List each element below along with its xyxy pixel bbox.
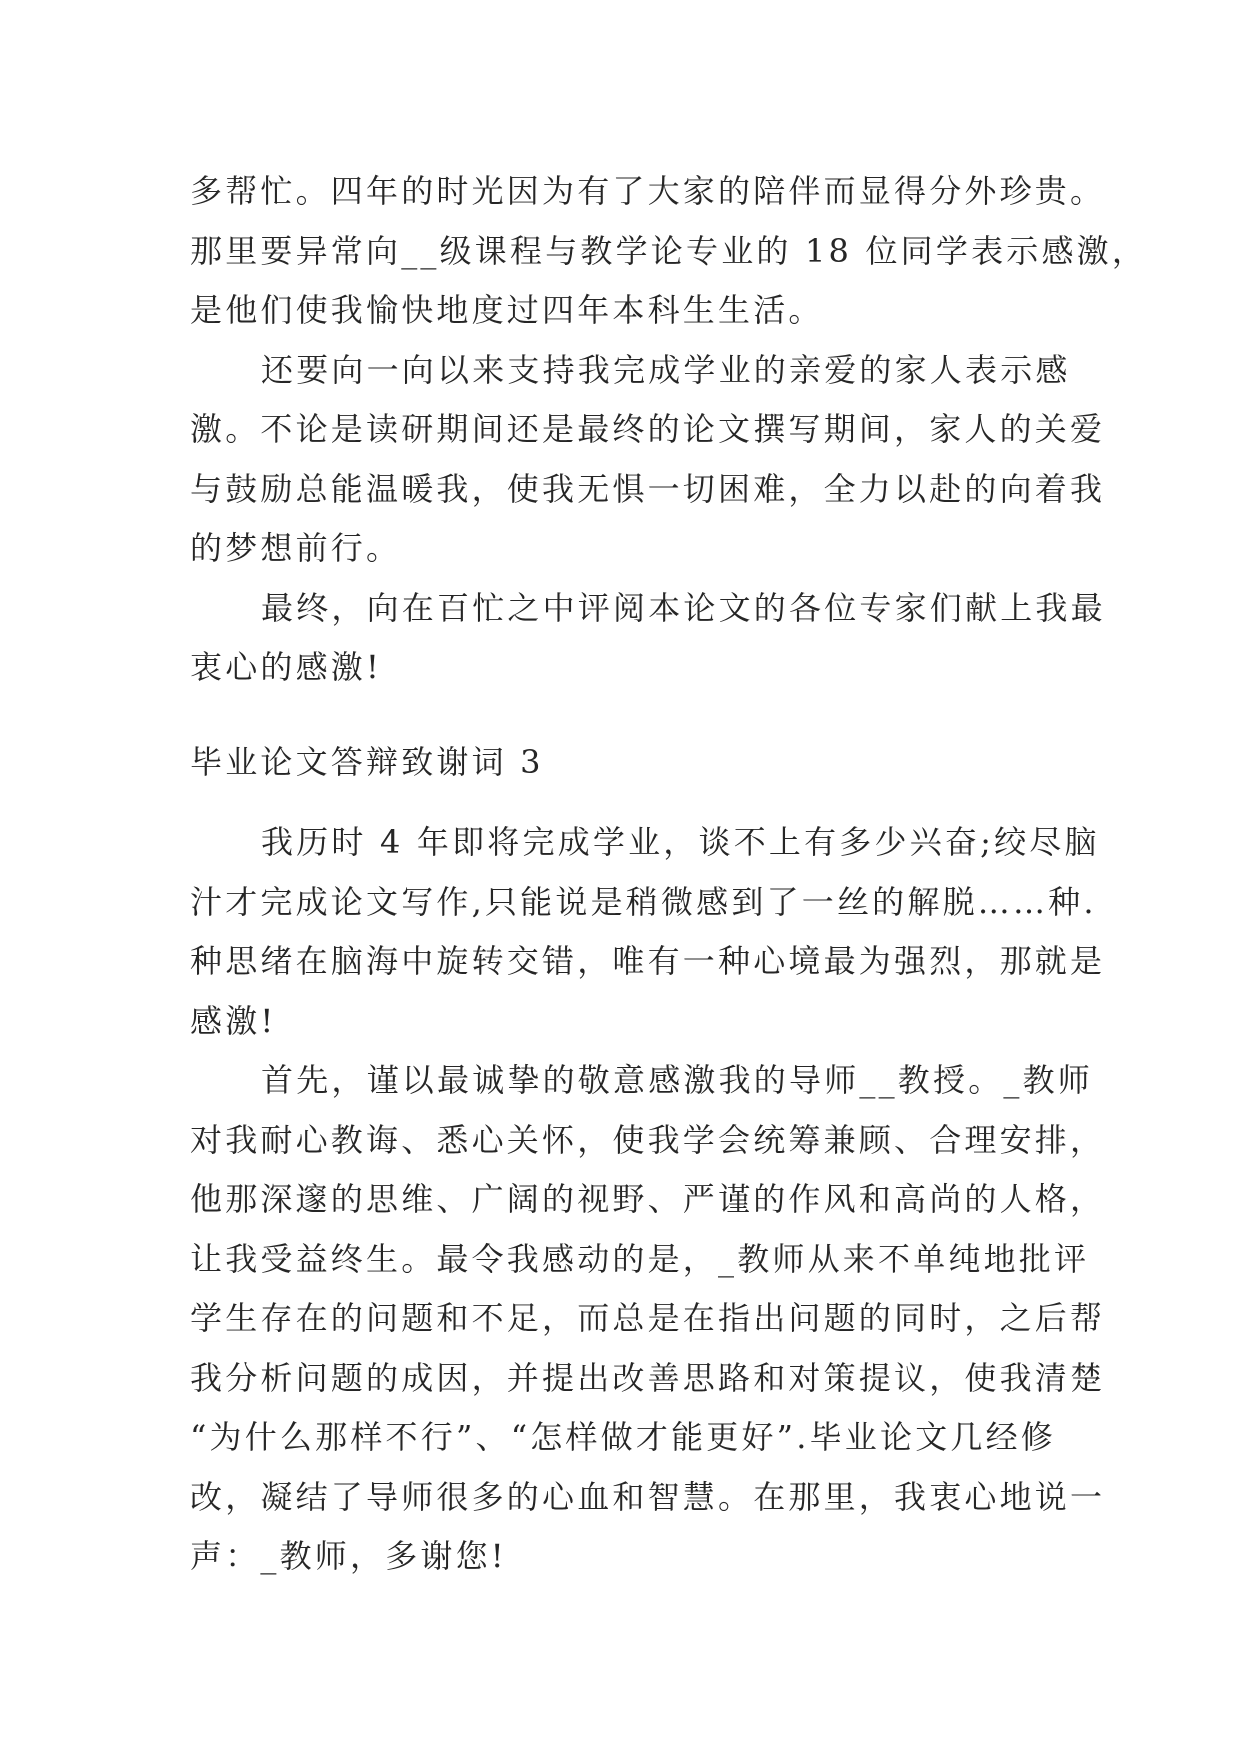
paragraph-line: 感激! <box>190 1001 277 1040</box>
section-1-body <box>190 162 1148 698</box>
paragraph-line: 衷心的感激! <box>190 648 383 686</box>
paragraph-line: 对我耐心教诲、悉心关怀，使我学会统筹兼顾、合理安排， <box>190 1120 1106 1159</box>
paragraph-line: 声：_教师，多谢您! <box>190 1537 507 1575</box>
paragraph-line: 学生存在的问题和不足，而总是在指出问题的同时，之后帮 <box>190 1299 1106 1337</box>
paragraph-line: 我历时 4 年即将完成学业，谈不上有多少兴奋;绞尽脑 <box>261 823 1100 861</box>
section-heading: 毕业论文答辩致谢词 3 <box>190 743 544 781</box>
paragraph-line: 他那深邃的思维、广阔的视野、严谨的作风和高尚的人格， <box>190 1180 1106 1218</box>
paragraph-line: 激。不论是读研期间还是最终的论文撰写期间，家人的关爱 <box>190 410 1106 448</box>
paragraph-line: 与鼓励总能温暖我，使我无惧一切困难，全力以赴的向着我 <box>190 469 1106 508</box>
paragraph-line: 首先，谨以最诚挚的敬意感激我的导师__教授。_教师 <box>261 1061 1094 1099</box>
paragraph-line: 让我受益终生。最令我感动的是，_教师从来不单纯地批评 <box>190 1239 1090 1278</box>
paragraph-line: 汁才完成论文写作,只能说是稍微感到了一丝的解脱……种. <box>190 882 1097 921</box>
paragraph-line: “为什么那样不行”、“怎样做才能更好”.毕业论文几经修 <box>190 1418 1057 1456</box>
paragraph-line: 那里要异常向__级课程与教学论专业的 18 位同学表示感激， <box>190 231 1148 270</box>
paragraph-line: 改，凝结了导师很多的心血和智慧。在那里，我衷心地说一 <box>190 1477 1106 1516</box>
paragraph-line: 还要向一向以来支持我完成学业的亲爱的家人表示感 <box>261 350 1071 389</box>
paragraph-line: 我分析问题的成因，并提出改善思路和对策提议，使我清楚 <box>190 1358 1106 1397</box>
paragraph-line: 最终，向在百忙之中评阅本论文的各位专家们献上我最 <box>261 588 1106 627</box>
paragraph-line: 多帮忙。四年的时光因为有了大家的陪伴而显得分外珍贵。 <box>190 172 1106 210</box>
paragraph-line: 种思绪在脑海中旋转交错，唯有一种心境最为强烈，那就是 <box>190 942 1106 980</box>
paragraph-line: 是他们使我愉快地度过四年本科生生活。 <box>190 291 824 329</box>
paragraph-line: 的梦想前行。 <box>190 529 402 567</box>
section-2-body <box>190 813 1106 1587</box>
